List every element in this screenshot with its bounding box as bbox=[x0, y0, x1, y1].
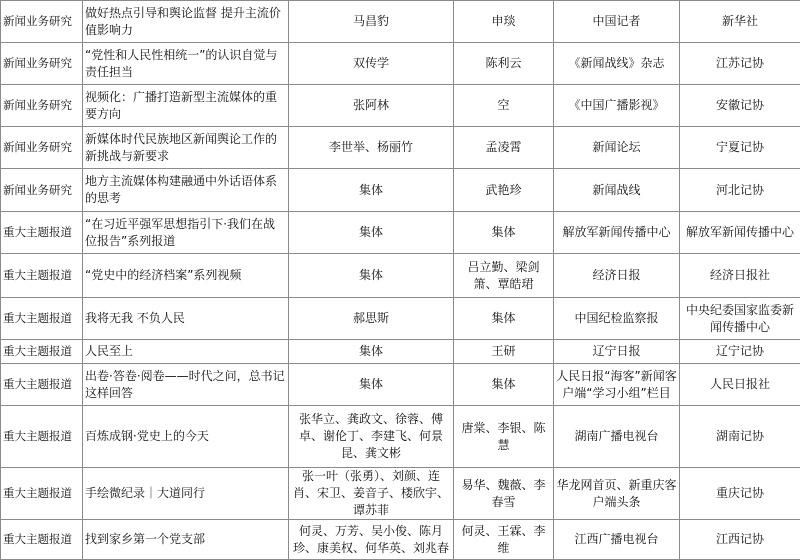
editor-cell: 陈利云 bbox=[454, 43, 554, 85]
recommender-cell: 河北记协 bbox=[680, 169, 800, 212]
table-row bbox=[1, 340, 800, 364]
category-cell: 新闻业务研究 bbox=[1, 43, 83, 85]
editor-cell: 申琰 bbox=[454, 1, 554, 43]
category-cell: 新闻业务研究 bbox=[1, 127, 83, 169]
table-row bbox=[1, 43, 800, 85]
author-cell: 何灵、万芳、吴小俊、陈月珍、康美权、何华英、刘兆春 bbox=[289, 520, 454, 560]
author-cell: 集体 bbox=[289, 340, 454, 364]
title-cell: 做好热点引导和舆论监督 提升主流价值影响力 bbox=[83, 1, 289, 43]
author-cell: 集体 bbox=[289, 169, 454, 212]
title-cell: 人民至上 bbox=[83, 340, 289, 364]
title-cell: 手绘微纪录｜大道同行 bbox=[83, 468, 289, 520]
publisher-cell: 中国纪检监察报 bbox=[554, 298, 680, 340]
author-cell: 张一叶（张勇）、刘颜、连肖、宋卫、姜音子、楼欣宇、谭苏菲 bbox=[289, 468, 454, 520]
category-cell: 重大主题报道 bbox=[1, 520, 83, 560]
recommender-cell: 江苏记协 bbox=[680, 43, 800, 85]
editor-cell: 集体 bbox=[454, 364, 554, 406]
editor-cell: 集体 bbox=[454, 212, 554, 254]
table-row bbox=[1, 364, 800, 406]
author-cell: 张阿林 bbox=[289, 85, 454, 127]
table-row bbox=[1, 468, 800, 520]
category-cell: 重大主题报道 bbox=[1, 406, 83, 468]
editor-cell: 唐棠、李银、陈慧 bbox=[454, 406, 554, 468]
award-table-body bbox=[1, 1, 800, 560]
table-row bbox=[1, 169, 800, 212]
recommender-cell: 新华社 bbox=[680, 1, 800, 43]
category-cell: 重大主题报道 bbox=[1, 212, 83, 254]
publisher-cell: 新闻论坛 bbox=[554, 127, 680, 169]
publisher-cell: 中国记者 bbox=[554, 1, 680, 43]
publisher-cell: 《新闻战线》杂志 bbox=[554, 43, 680, 85]
title-cell: 新媒体时代民族地区新闻舆论工作的新挑战与新要求 bbox=[83, 127, 289, 169]
category-cell: 重大主题报道 bbox=[1, 298, 83, 340]
table-row bbox=[1, 127, 800, 169]
category-cell: 新闻业务研究 bbox=[1, 85, 83, 127]
publisher-cell: 经济日报 bbox=[554, 254, 680, 298]
author-cell: 双传学 bbox=[289, 43, 454, 85]
table-row bbox=[1, 254, 800, 298]
title-cell: “党史中的经济档案”系列视频 bbox=[83, 254, 289, 298]
table-row bbox=[1, 298, 800, 340]
title-cell: “党性和人民性相统一”的认识自觉与责任担当 bbox=[83, 43, 289, 85]
author-cell: 张华立、龚政文、徐蓉、傅卓、谢伦丁、李建飞、何景昆、龚文彬 bbox=[289, 406, 454, 468]
publisher-cell: 解放军新闻传播中心 bbox=[554, 212, 680, 254]
author-cell: 郝思斯 bbox=[289, 298, 454, 340]
recommender-cell: 宁夏记协 bbox=[680, 127, 800, 169]
recommender-cell: 人民日报社 bbox=[680, 364, 800, 406]
editor-cell: 武艳珍 bbox=[454, 169, 554, 212]
publisher-cell: 湖南广播电视台 bbox=[554, 406, 680, 468]
recommender-cell: 江西记协 bbox=[680, 520, 800, 560]
publisher-cell: 江西广播电视台 bbox=[554, 520, 680, 560]
editor-cell: 易华、魏薇、李春雪 bbox=[454, 468, 554, 520]
table-row bbox=[1, 85, 800, 127]
editor-cell: 何灵、王霖、李维 bbox=[454, 520, 554, 560]
recommender-cell: 安徽记协 bbox=[680, 85, 800, 127]
author-cell: 集体 bbox=[289, 212, 454, 254]
table-row bbox=[1, 1, 800, 43]
category-cell: 重大主题报道 bbox=[1, 468, 83, 520]
author-cell: 集体 bbox=[289, 254, 454, 298]
publisher-cell: 《中国广播影视》 bbox=[554, 85, 680, 127]
category-cell: 重大主题报道 bbox=[1, 364, 83, 406]
table-row bbox=[1, 520, 800, 560]
title-cell: “在习近平强军思想指引下·我们在战位报告”系列报道 bbox=[83, 212, 289, 254]
editor-cell: 吕立勤、梁剑箫、覃皓珺 bbox=[454, 254, 554, 298]
publisher-cell: 人民日报“海客”新闻客户端“学习小组”栏目 bbox=[554, 364, 680, 406]
title-cell: 出卷·答卷·阅卷——时代之问，总书记这样回答 bbox=[83, 364, 289, 406]
title-cell: 找到家乡第一个党支部 bbox=[83, 520, 289, 560]
editor-cell: 空 bbox=[454, 85, 554, 127]
recommender-cell: 经济日报社 bbox=[680, 254, 800, 298]
recommender-cell: 中央纪委国家监委新闻传播中心 bbox=[680, 298, 800, 340]
recommender-cell: 湖南记协 bbox=[680, 406, 800, 468]
author-cell: 李世举、杨丽竹 bbox=[289, 127, 454, 169]
editor-cell: 集体 bbox=[454, 298, 554, 340]
table-row bbox=[1, 406, 800, 468]
publisher-cell: 华龙网首页、新重庆客户端头条 bbox=[554, 468, 680, 520]
publisher-cell: 辽宁日报 bbox=[554, 340, 680, 364]
editor-cell: 王研 bbox=[454, 340, 554, 364]
title-cell: 百炼成钢·党史上的今天 bbox=[83, 406, 289, 468]
publisher-cell: 新闻战线 bbox=[554, 169, 680, 212]
recommender-cell: 解放军新闻传播中心 bbox=[680, 212, 800, 254]
category-cell: 新闻业务研究 bbox=[1, 1, 83, 43]
author-cell: 集体 bbox=[289, 364, 454, 406]
category-cell: 重大主题报道 bbox=[1, 254, 83, 298]
editor-cell: 孟凌霄 bbox=[454, 127, 554, 169]
author-cell: 马昌豹 bbox=[289, 1, 454, 43]
title-cell: 视频化：广播打造新型主流媒体的重要方向 bbox=[83, 85, 289, 127]
table-row bbox=[1, 212, 800, 254]
recommender-cell: 辽宁记协 bbox=[680, 340, 800, 364]
title-cell: 地方主流媒体构建融通中外话语体系的思考 bbox=[83, 169, 289, 212]
category-cell: 新闻业务研究 bbox=[1, 169, 83, 212]
recommender-cell: 重庆记协 bbox=[680, 468, 800, 520]
category-cell: 重大主题报道 bbox=[1, 340, 83, 364]
title-cell: 我将无我 不负人民 bbox=[83, 298, 289, 340]
